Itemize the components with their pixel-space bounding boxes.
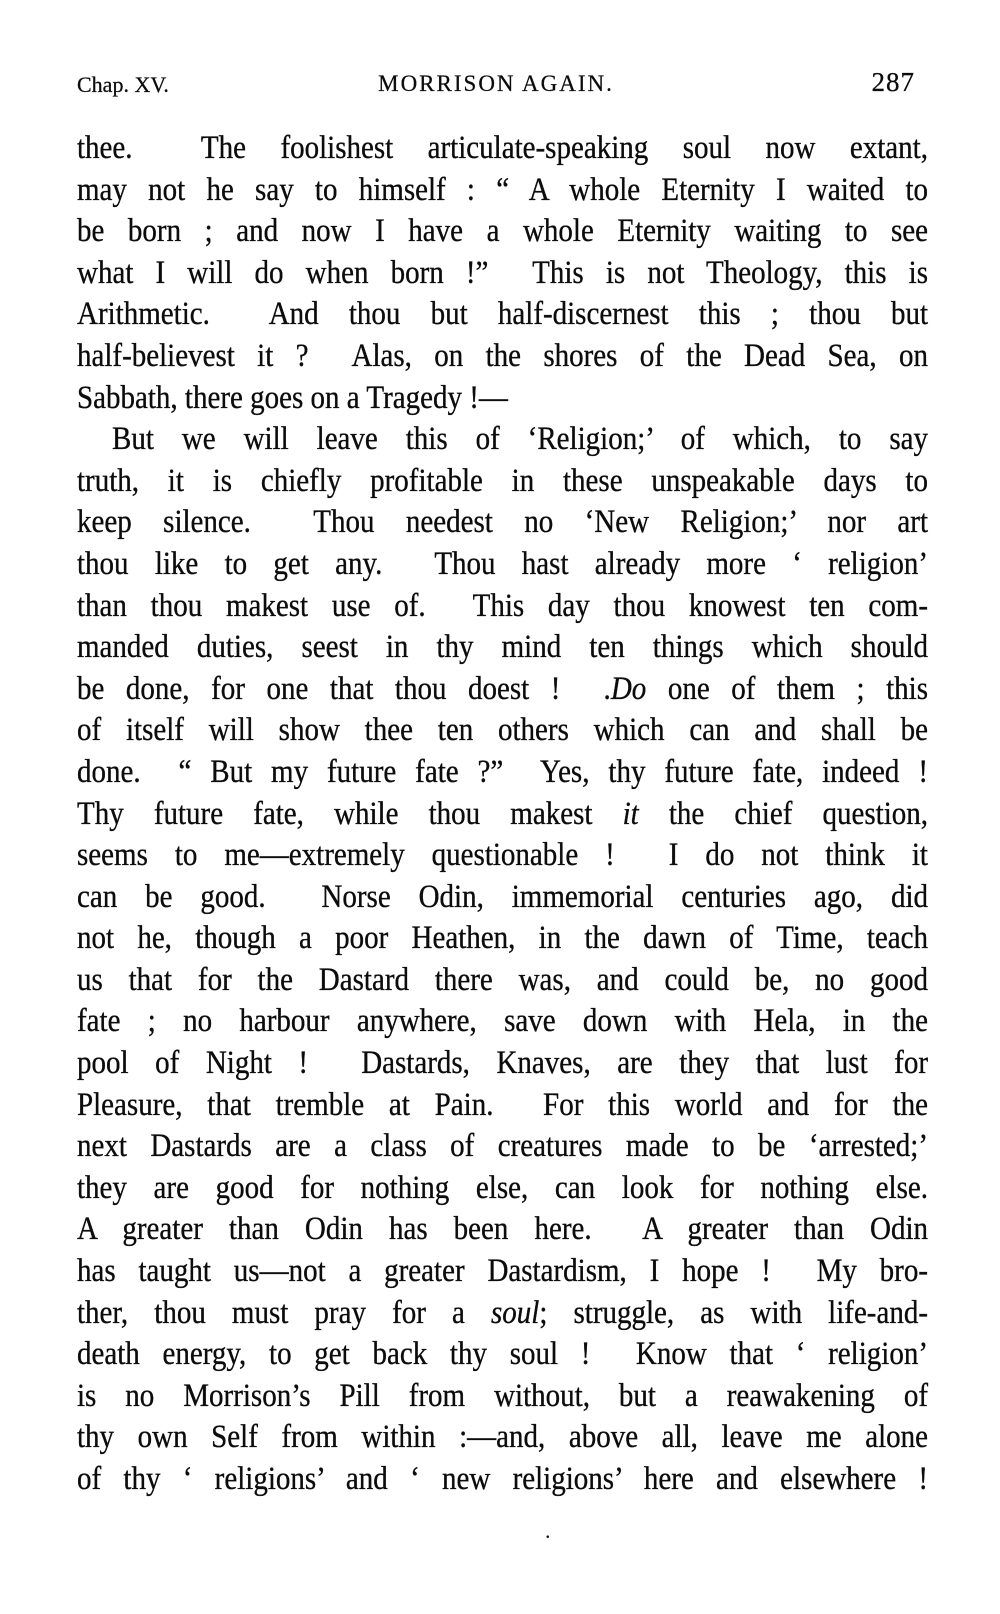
- text-segment: not he, though a poor Heathen, in the dawn of Time, teach: [77, 919, 928, 957]
- text-line: [77, 1414, 928, 1461]
- italic-text: Do: [610, 670, 647, 707]
- text-line: [77, 499, 928, 546]
- text-line: [77, 208, 928, 255]
- italic-text: it: [622, 795, 639, 832]
- text-line: [77, 541, 928, 588]
- text-segment: next Dastards are a class of creatures made to be ‘arrested;’: [77, 1127, 928, 1165]
- text-segment: truth, it is chiefly profitable in these unspeakable days to: [77, 462, 928, 499]
- text-segment: death energy, to get back thy soul ! Know that ‘ religion’: [77, 1335, 928, 1373]
- text-line: [77, 125, 928, 172]
- text-line: [77, 999, 928, 1046]
- text-segment: the chief question,: [638, 795, 928, 832]
- text-line: [77, 1456, 928, 1503]
- text-segment: pool of Night ! Dastards, Knaves, are they that lust for: [77, 1044, 928, 1082]
- ink-speck: .: [545, 1518, 551, 1543]
- text-line: [77, 1248, 928, 1295]
- page-number: 287: [871, 67, 915, 97]
- running-title: MORRISON AGAIN.: [378, 71, 614, 96]
- text-line: [77, 1040, 928, 1087]
- text-segment: they are good for nothing else, can look for nothing else.: [77, 1169, 928, 1206]
- text-segment: is no Morrison’s Pill from without, but a reawakening of: [77, 1377, 928, 1414]
- text-line: [77, 416, 928, 463]
- text-segment: what I will do when born !” This is not Theology, this is: [77, 254, 928, 291]
- italic-text: soul: [490, 1294, 540, 1331]
- text-line: [77, 291, 928, 338]
- text-segment: may not he say to himself : “ A whole Eternity I waited to: [77, 171, 928, 208]
- text-line: [77, 749, 928, 796]
- text-segment: But we will leave this of ‘Religion;’ of which, to say: [112, 420, 928, 458]
- text-segment: us that for the Dastard there was, and could be, no good: [77, 961, 928, 999]
- text-segment: of itself will show thee ten others which can and shall be: [77, 711, 928, 749]
- text-segment: has taught us—not a greater Dastardism, I hope ! My bro-: [77, 1252, 928, 1290]
- text-segment: thee. The foolishest articulate-speaking soul now extant,: [77, 129, 928, 167]
- text-segment: Arithmetic. And thou but half-discernest this ; thou but: [77, 296, 928, 333]
- text-segment: thou like to get any. Thou hast already more ‘ religion’: [77, 545, 928, 583]
- page-body: [77, 128, 928, 1501]
- text-segment: Sabbath, there goes on a Tragedy !—: [77, 379, 508, 416]
- chapter-label: Chap. XV.: [77, 72, 169, 97]
- text-line: [77, 1207, 928, 1254]
- text-line: [77, 583, 928, 630]
- text-segment: ther, thou must pray for a: [77, 1294, 491, 1331]
- text-segment: keep silence. Thou needest no ‘New Religion;’ nor art: [77, 503, 928, 541]
- text-segment: be done, for one that thou doest ! .: [77, 670, 611, 707]
- text-line: [77, 624, 928, 671]
- text-line: [77, 167, 928, 214]
- text-line: [77, 375, 928, 422]
- text-line: [77, 1123, 928, 1170]
- text-segment: manded duties, seest in thy mind ten things which should: [77, 628, 928, 666]
- text-line: [77, 707, 928, 754]
- text-segment: done. “ But my future fate ?” Yes, thy future fate, indeed !: [77, 753, 928, 791]
- text-segment: A greater than Odin has been here. A greater than Odin: [77, 1211, 928, 1248]
- text-segment: can be good. Norse Odin, immemorial centuries ago, did: [77, 878, 928, 915]
- text-segment: of thy ‘ religions’ and ‘ new religions’ here and elsewhere !: [77, 1460, 928, 1498]
- text-line: [77, 874, 928, 921]
- text-line: [77, 1082, 928, 1129]
- text-segment: ; struggle, as with life-and-: [539, 1294, 928, 1331]
- running-head: [77, 64, 915, 100]
- text-line: [77, 1290, 928, 1337]
- text-segment: fate ; no harbour anywhere, save down with Hela, in the: [77, 1003, 928, 1040]
- text-segment: Thy future fate, while thou makest: [77, 795, 623, 832]
- text-segment: half-believest it ? Alas, on the shores of the Dead Sea, on: [77, 337, 928, 375]
- text-segment: be born ; and now I have a whole Eternity waiting to see: [77, 212, 928, 250]
- text-segment: one of them ; this: [646, 670, 928, 707]
- text-line: [77, 791, 928, 838]
- text-line: [77, 333, 928, 380]
- text-line: [77, 832, 928, 879]
- text-segment: thy own Self from within :—and, above all, leave me alone: [77, 1419, 928, 1456]
- text-segment: Pleasure, that tremble at Pain. For this world and for the: [77, 1086, 928, 1123]
- text-line: [77, 1331, 928, 1378]
- text-line: [77, 915, 928, 962]
- text-segment: than thou makest use of. This day thou knowest ten com-: [77, 587, 928, 624]
- text-segment: seems to me—extremely questionable ! I do not think it: [77, 836, 928, 874]
